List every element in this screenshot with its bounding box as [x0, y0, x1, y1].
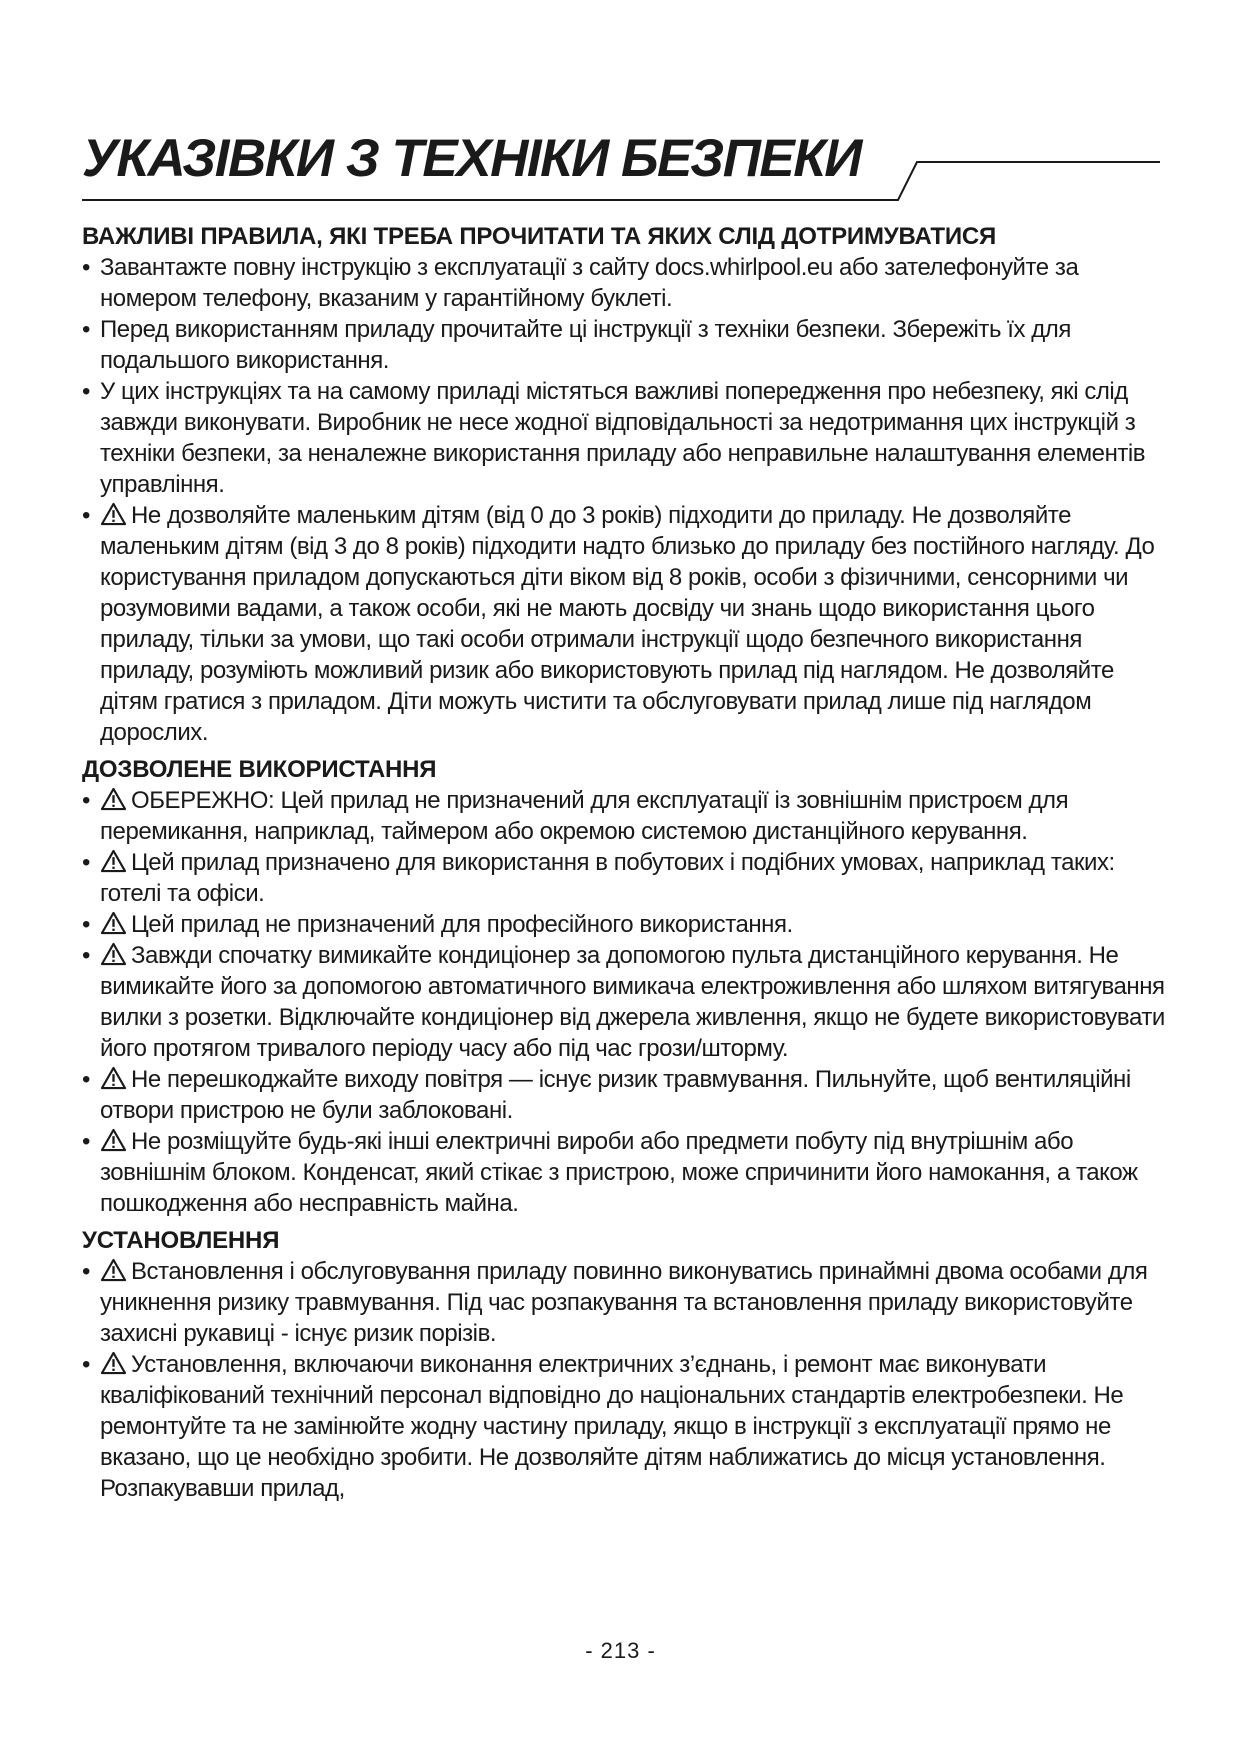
- warning-icon: [100, 1258, 127, 1282]
- list-item: [82, 940, 1172, 1064]
- item-text: Не розміщуйте будь-які інші електричні вироби або предмети побуту під внутрішнім або зовнішнім блоком. Конденсат, який стікає з пристрою, може спричинити його намокання, а також пошкодження або несправність майна.: [100, 1128, 1138, 1217]
- page-number: - 213 -: [585, 1638, 656, 1663]
- bullet: •: [82, 787, 90, 814]
- list-item: [82, 314, 1172, 376]
- title-underline: [0, 0, 1241, 240]
- warning-icon: [100, 1351, 127, 1375]
- bullet: •: [82, 942, 90, 969]
- warning-icon: [100, 849, 127, 873]
- item-text: Цей прилад призначено для використання в побутових і подібних умовах, наприклад таких: готелі та офіси.: [100, 849, 1115, 907]
- list-item: [82, 1126, 1172, 1219]
- bullet: •: [82, 911, 90, 938]
- bullet: •: [82, 502, 90, 529]
- safety-content: [82, 222, 1172, 1504]
- item-text: У цих інструкціях та на самому приладі містяться важливі попередження про небезпеку, які слід завжди виконувати. Виробник не несе жодної відповідальності за недотримання цих інструкцій з техніки безпеки, за неналежне використання приладу або неправильне налаштування елементів управління.: [100, 378, 1146, 498]
- permitted-use-list: [82, 785, 1172, 1219]
- item-text: Встановлення і обслуговування приладу повинно виконуватись принаймні двома особами для уникнення ризику травмування. Під час розпакування та встановлення приладу використовуйте захисні рукавиці - існує ризик порізів.: [100, 1258, 1148, 1347]
- bullet: •: [82, 378, 90, 405]
- list-item: [82, 500, 1172, 748]
- list-item: [82, 785, 1172, 847]
- warning-icon: [100, 1066, 127, 1090]
- list-item: [82, 1256, 1172, 1349]
- item-text: Цей прилад не призначений для професійного використання.: [131, 911, 793, 938]
- important-rules-list: [82, 252, 1172, 748]
- bullet: •: [82, 316, 90, 343]
- list-item: [82, 1064, 1172, 1126]
- list-item: [82, 376, 1172, 500]
- warning-icon: [100, 502, 127, 526]
- warning-icon: [100, 911, 127, 935]
- bullet: •: [82, 1128, 90, 1155]
- warning-icon: [100, 942, 127, 966]
- list-item: [82, 847, 1172, 909]
- warning-icon: [100, 1128, 127, 1152]
- installation-list: [82, 1256, 1172, 1504]
- page-title: УКАЗІВКИ З ТЕХНІКИ БЕЗПЕКИ: [82, 129, 861, 188]
- bullet: •: [82, 849, 90, 876]
- list-item: [82, 909, 1172, 940]
- item-text: Перед використанням приладу прочитайте ці інструкції з техніки безпеки. Збережіть їх для подальшого використання.: [100, 316, 1071, 374]
- section-heading-permitted-use: ДОЗВОЛЕНЕ ВИКОРИСТАННЯ: [82, 756, 437, 783]
- item-text: ОБЕРЕЖНО: Цей прилад не призначений для експлуатації із зовнішнім пристроєм для перемикання, наприклад, таймером або окремою системою дистанційного керування.: [100, 787, 1069, 845]
- bullet: •: [82, 1351, 90, 1378]
- bullet: •: [82, 1066, 90, 1093]
- list-item: [82, 1349, 1172, 1504]
- section-heading-installation: УСТАНОВЛЕННЯ: [82, 1227, 280, 1254]
- list-item: [82, 252, 1172, 314]
- item-text: Установлення, включаючи виконання електричних з’єднань, і ремонт має виконувати кваліфікований технічний персонал відповідно до національних стандартів електробезпеки. Не ремонтуйте та не замінюйте жодну частину приладу, якщо в інструкції з експлуатації прямо не вказано, що це необхідно зробити. Не дозволяйте дітям наближатись до місця установлення. Розпакувавши прилад,: [100, 1351, 1124, 1502]
- bullet: •: [82, 254, 90, 281]
- item-text: Не перешкоджайте виходу повітря — існує ризик травмування. Пильнуйте, щоб вентиляційні отвори пристрою не були заблоковані.: [100, 1066, 1131, 1124]
- item-text: Завжди спочатку вимикайте кондиціонер за допомогою пульта дистанційного керування. Не вимикайте його за допомогою автоматичного вимикача електроживлення або шляхом витягування вилки з розетки. Відключайте кондиціонер від джерела живлення, якщо не будете використовувати його протягом тривалого періоду часу або під час грози/шторму.: [100, 942, 1165, 1062]
- item-text: Не дозволяйте маленьким дітям (від 0 до 3 років) підходити до приладу. Не дозволяйте маленьким дітям (від 3 до 8 років) підходити надто близько до приладу без постійного нагляду. До користування приладом допускаються діти віком від 8 років, особи з фізичними, сенсорними чи розумовими вадами, а також особи, які не мають досвіду чи знань щодо використання цього приладу, тільки за умови, що такі особи отримали інструкції щодо безпечного використання приладу, розуміють можливий ризик або використовують прилад під наглядом. Не дозволяйте дітям гратися з приладом. Діти можуть чистити та обслуговувати прилад лише під наглядом дорослих.: [100, 502, 1155, 746]
- section-heading-important-rules: ВАЖЛИВІ ПРАВИЛА, ЯКІ ТРЕБА ПРОЧИТАТИ ТА ЯКИХ СЛІД ДОТРИМУВАТИСЯ: [82, 223, 997, 250]
- bullet: •: [82, 1258, 90, 1285]
- warning-icon: [100, 787, 127, 811]
- item-text: Завантажте повну інструкцію з експлуатації з сайту docs.whirlpool.eu або зателефонуйте за номером телефону, вказаним у гарантійному буклеті.: [100, 254, 1079, 312]
